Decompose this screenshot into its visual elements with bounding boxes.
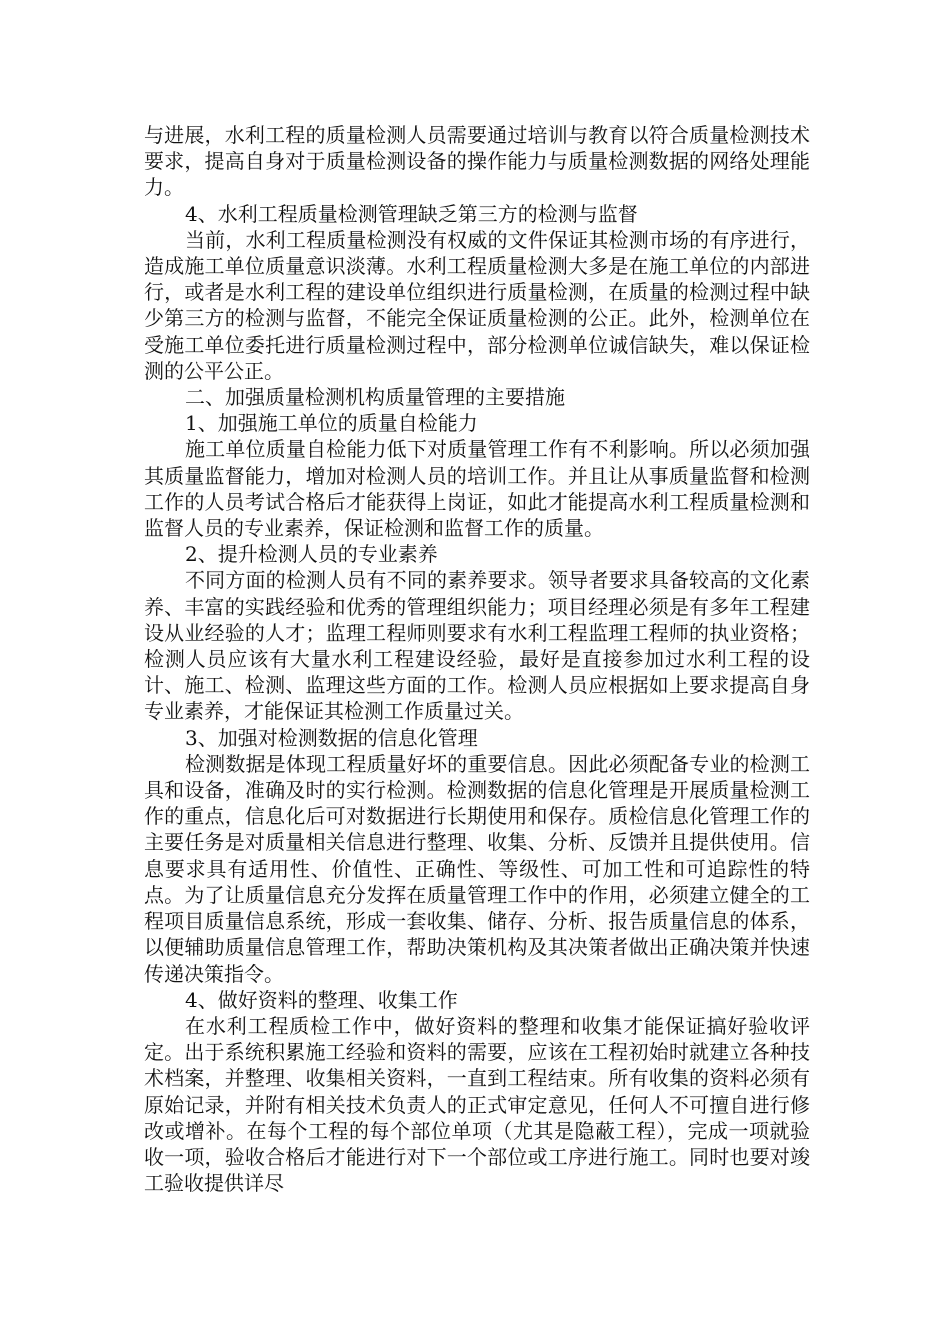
document-page — [144, 122, 810, 1196]
section-heading: 4、水利工程质量检测管理缺乏第三方的检测与监督 — [185, 201, 638, 226]
section-heading: 4、做好资料的整理、收集工作 — [185, 987, 458, 1012]
paragraph: 检测数据是体现工程质量好坏的重要信息。因此必须配备专业的检测工具和设备，准确及时的实行检测。检测数据的信息化管理是开展质量检测工作的重点，信息化后可对数据进行长期使用和保存。质检信息化管理工作的主要任务是对质量相关信息进行整理、收集、分析、反馈并且提供使用。信息要求具有适用性、价值性、正确性、等级性、可加工性和可追踪性的特点。为了让质量信息充分发挥在质量管理工作中的作用，必须建立健全的工程项目质量信息系统，形成一套收集、储存、分析、报告质量信息的体系，以便辅助质量信息管理工作，帮助决策机构及其决策者做出正确决策并快速传递决策指令。 — [144, 751, 810, 986]
paragraph: 当前，水利工程质量检测没有权威的文件保证其检测市场的有序进行，造成施工单位质量意识淡薄。水利工程质量检测大多是在施工单位的内部进行，或者是水利工程的建设单位组织进行质量检测，在质量的检测过程中缺少第三方的检测与监督，不能完全保证质量检测的公正。此外，检测单位在受施工单位委托进行质量检测过程中，部分检测单位诚信缺失，难以保证检测的公平公正。 — [144, 227, 810, 383]
section-heading: 二、加强质量检测机构质量管理的主要措施 — [185, 385, 565, 410]
paragraph-continued: 与进展，水利工程的质量检测人员需要通过培训与教育以符合质量检测技术要求，提高自身对于质量检测设备的操作能力与质量检测数据的网络处理能力。 — [144, 123, 810, 200]
section-heading: 2、提升检测人员的专业素养 — [185, 542, 438, 567]
paragraph: 在水利工程质检工作中，做好资料的整理和收集才能保证搞好验收评定。出于系统积累施工经验和资料的需要，应该在工程初始时就建立各种技术档案，并整理、收集相关资料，一直到工程结束。所有收集的资料必须有原始记录，并附有相关技术负责人的正式审定意见，任何人不可擅自进行修改或增补。在每个工程的每个部位单项（尤其是隐蔽工程），完成一项就验收一项，验收合格后才能进行对下一个部位或工序进行施工。同时也要对竣工验收提供详尽 — [144, 1013, 810, 1196]
section-heading: 1、加强施工单位的质量自检能力 — [185, 411, 478, 436]
section-heading: 3、加强对检测数据的信息化管理 — [185, 725, 478, 750]
paragraph: 不同方面的检测人员有不同的素养要求。领导者要求具备较高的文化素养、丰富的实践经验和优秀的管理组织能力；项目经理必须是有多年工程建设从业经验的人才；监理工程师则要求有水利工程监理工程师的执业资格；检测人员应该有大量水利工程建设经验，最好是直接参加过水利工程的设计、施工、检测、监理这些方面的工作。检测人员应根据如上要求提高自身专业素养，才能保证其检测工作质量过关。 — [144, 568, 810, 724]
paragraph: 施工单位质量自检能力低下对质量管理工作有不利影响。所以必须加强其质量监督能力，增加对检测人员的培训工作。并且让从事质量监督和检测工作的人员考试合格后才能获得上岗证，如此才能提高水利工程质量检测和监督人员的专业素养，保证检测和监督工作的质量。 — [144, 437, 810, 541]
